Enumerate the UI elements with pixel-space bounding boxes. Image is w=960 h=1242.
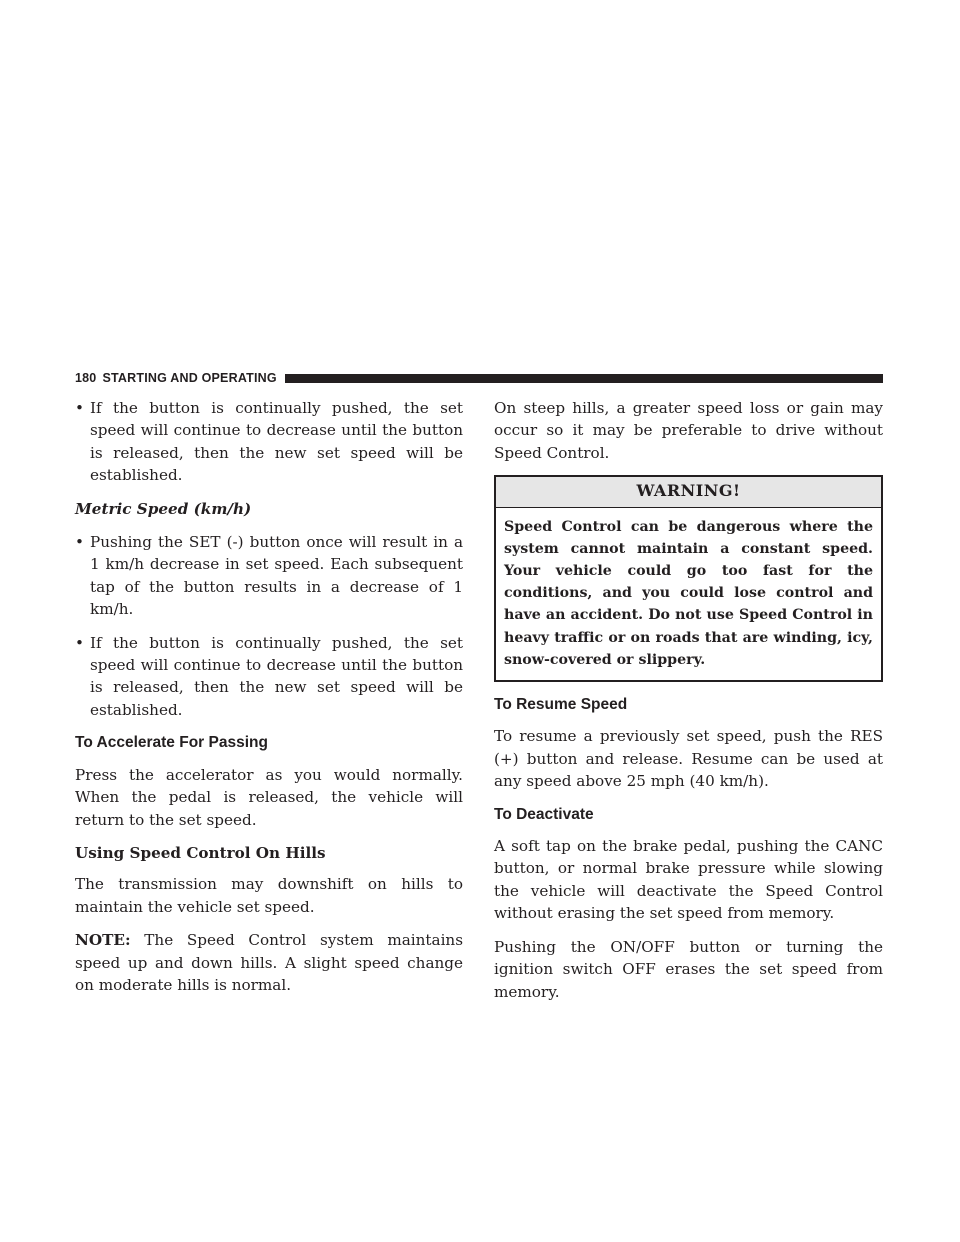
note-paragraph	[75, 929, 463, 996]
accelerate-paragraph: Press the accelerator as you would normally. When the pedal is released, the vehicle will return to the set speed.	[75, 765, 463, 829]
steep-hills-paragraph: On steep hills, a greater speed loss or gain may occur so it may be preferable to drive without Speed Control.	[494, 399, 883, 462]
resume-heading: To Resume Speed	[494, 696, 628, 714]
page-number: 180	[75, 371, 97, 385]
deactivate-heading: To Deactivate	[494, 805, 594, 823]
hills-heading: Using Speed Control On Hills	[75, 843, 326, 862]
header-rule	[285, 374, 883, 383]
page-header	[75, 369, 883, 387]
warning-title: WARNING!	[496, 477, 881, 507]
hills-paragraph: The transmission may downshift on hills to maintain the vehicle set speed.	[75, 875, 463, 916]
warning-text: Speed Control can be dangerous where the system cannot maintain a constant speed. Your vehicle could go too fast for the conditions, and you could lose control and have an accident. Do not use Speed Control in heavy traffic or on roads that are winding, icy, snow-covered or slippery.	[504, 518, 873, 668]
right-column	[494, 397, 883, 1014]
bullet-icon: •	[75, 633, 84, 652]
list-item	[75, 531, 463, 621]
deactivate-paragraph-2: Pushing the ON/OFF button or turning the ignition switch OFF erases the set speed from memory.	[494, 937, 883, 1001]
bullet-text: Pushing the SET (-) button once will result in a 1 km/h decrease in set speed. Each subsequent tap of the button results in a decrease of 1 km/h.	[90, 533, 463, 619]
accelerate-heading: To Accelerate For Passing	[75, 734, 268, 752]
section-title: STARTING AND OPERATING	[102, 371, 277, 385]
bullet-icon: •	[75, 399, 84, 417]
bullet-text: If the button is continually pushed, the set speed will continue to decrease until the button is released, then the new set speed will be established.	[90, 399, 463, 485]
note-text: The Speed Control system maintains speed up and down hills. A slight speed change on moderate hills is normal.	[75, 931, 463, 994]
left-column	[75, 397, 463, 1007]
bullet-icon: •	[75, 533, 84, 552]
resume-paragraph: To resume a previously set speed, push the RES (+) button and release. Resume can be used at any speed above 25 mph (40 km/h).	[494, 727, 883, 791]
warning-box	[494, 475, 883, 682]
list-item	[75, 397, 463, 487]
deactivate-paragraph-1: A soft tap on the brake pedal, pushing the CANC button, or normal brake pressure while slowing the vehicle will deactivate the Speed Control without erasing the set speed from memory.	[494, 837, 883, 923]
bullet-text: If the button is continually pushed, the set speed will continue to decrease until the button is released, then the new set speed will be established.	[90, 633, 463, 719]
note-label: NOTE:	[75, 931, 131, 950]
metric-speed-heading: Metric Speed (km/h)	[75, 499, 252, 518]
list-item	[75, 632, 463, 722]
